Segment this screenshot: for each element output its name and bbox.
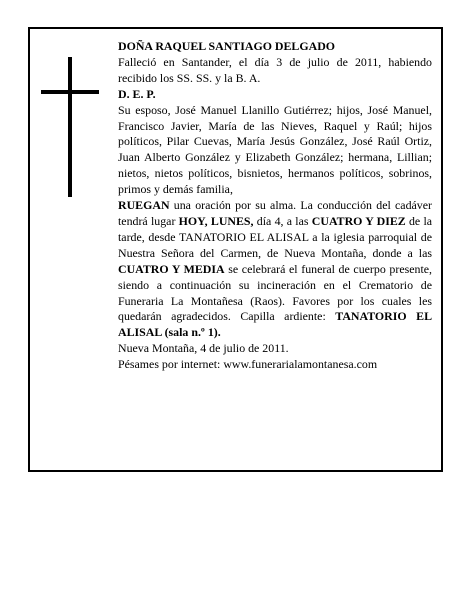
condolences-line: Pésames por internet: www.funerarialamontanesa.com — [118, 357, 378, 372]
rip-line: D. E. P. — [118, 86, 156, 101]
deceased-name: DOÑA RAQUEL SANTIAGO DELGADO — [118, 39, 336, 53]
death-info: Falleció en Santander, el día 3 de julio de 2011, habiendo recibido los SS. SS. y la B. A. — [118, 54, 432, 85]
time2-bold: CUATRO Y MEDIA — [118, 261, 225, 276]
ceremony-details — [118, 198, 432, 341]
notice-text — [118, 39, 432, 373]
route-text: de la tarde, desde TANATORIO EL ALISAL a la iglesia parroquial de Nuestra Señora del Carmen, de Nueva Montaña, donde a las — [118, 213, 433, 260]
time1-bold: CUATRO Y DIEZ — [311, 213, 406, 228]
day-bold: HOY, LUNES, — [178, 213, 254, 228]
cross-icon — [41, 57, 99, 197]
cross-vertical-bar — [68, 57, 72, 197]
funeral-text: se celebrará el funeral de cuerpo presente, siendo a continuación su incineración en el Crematorio de Funeraria La Montañesa (Raos). Favores por los cuales les quedarán agradecidos. Capilla ardiente: — [118, 261, 433, 324]
obituary-notice — [28, 27, 443, 472]
chapel-bold: TANATORIO EL ALISAL (sala n.º 1). — [118, 309, 432, 340]
ruegan-word: RUEGAN — [118, 198, 170, 213]
ruegan-text: una oración por su alma. La conducción del cadáver tendrá lugar — [118, 198, 432, 228]
cross-horizontal-bar — [41, 90, 99, 94]
family-list: Su esposo, José Manuel Llanillo Gutiérrez; hijos, José Manuel, Francisco Javier, María de las Nieves, Raquel y Raúl; hijos políticos, Pilar Cuevas, María Jesús González, José Raúl Ortiz, Juan Alberto González y Elizabeth González; hermana, Lillian; nietos, nietos políticos, bisnietos, hermanos políticos, sobrinos, primos y demás familia, — [118, 102, 432, 197]
place-date: Nueva Montaña, 4 de julio de 2011. — [118, 341, 289, 356]
day-text: día 4, a las — [253, 213, 312, 228]
